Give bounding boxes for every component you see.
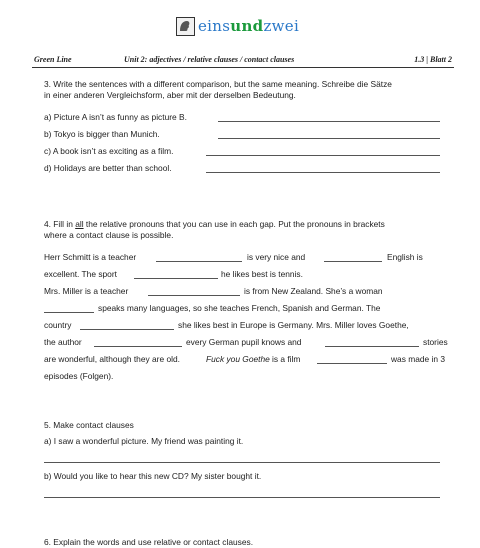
ex4-gap-8[interactable]	[325, 346, 419, 347]
ex3-item-d: d) Holidays are better than school.	[44, 163, 172, 173]
header-book-title: Green Line	[34, 55, 72, 64]
ex4-line1-a: Herr Schmitt is a teacher	[44, 252, 137, 262]
ex3-item-a: a) Picture A isn’t as funny as picture B.	[44, 112, 187, 122]
ex4-line7-a: are wonderful, although they are old.	[44, 354, 180, 364]
header-unit-title: Unit 2: adjectives / relative clauses / contact clauses	[124, 55, 295, 64]
ex4-gap-9[interactable]	[317, 363, 387, 364]
ex5-title: 5. Make contact clauses	[44, 420, 134, 430]
ex4-line6-a: the author	[44, 337, 82, 347]
ex4-film-title: Fuck you Goethe	[206, 354, 270, 364]
ex3-answer-b[interactable]	[218, 138, 440, 139]
ex3-title-line2: in einer anderen Vergleichsform, aber mit der derselben Bedeutung.	[44, 90, 296, 100]
ex4-line6-b: every German pupil knows and	[186, 337, 302, 347]
logo-face-icon	[176, 17, 195, 36]
ex4-gap-2[interactable]	[324, 261, 382, 262]
ex4-gap-1[interactable]	[156, 261, 242, 262]
ex3-answer-c[interactable]	[206, 155, 440, 156]
ex4-line2-a: excellent. The sport	[44, 269, 117, 279]
ex3-item-b: b) Tokyo is bigger than Munich.	[44, 129, 160, 139]
ex4-line6-c: stories	[423, 337, 448, 347]
ex4-gap-6[interactable]	[80, 329, 174, 330]
ex4-gap-7[interactable]	[94, 346, 182, 347]
ex4-title-line1: 4. Fill in all the relative pronouns that you can use in each gap. Put the pronouns in brackets	[44, 219, 385, 229]
ex4-line1-b: is very nice and	[247, 252, 306, 262]
ex4-line4-a: speaks many languages, so she teaches French, Spanish and German. The	[98, 303, 381, 313]
ex4-line8-a: episodes (Folgen).	[44, 371, 114, 381]
ex5-item-a: a) I saw a wonderful picture. My friend was painting it.	[44, 436, 244, 446]
ex3-answer-a[interactable]	[218, 121, 440, 122]
ex4-line3-a: Mrs. Miller is a teacher	[44, 286, 129, 296]
ex4-title-line2: where a contact clause is possible.	[44, 230, 174, 240]
ex5-answer-a[interactable]	[44, 462, 440, 463]
ex3-answer-d[interactable]	[206, 172, 440, 173]
ex4-line2-b: he likes best is tennis.	[221, 269, 303, 279]
ex4-gap-4[interactable]	[148, 295, 240, 296]
header-sheet-number: 1.3 | Blatt 2	[414, 55, 452, 64]
ex6-title: 6. Explain the words and use relative or contact clauses.	[44, 537, 254, 547]
ex4-title-emphasis: all	[75, 219, 84, 229]
ex5-answer-b[interactable]	[44, 497, 440, 498]
ex4-line5-b: she likes best in Europe is Germany. Mrs. Miller loves Goethe,	[178, 320, 409, 330]
logo-wordmark: einsundzwei	[198, 17, 300, 35]
ex4-line5-a: country	[44, 320, 72, 330]
ex4-line1-c: English is	[387, 252, 423, 262]
eins-und-zwei-logo	[176, 14, 299, 38]
ex4-gap-5[interactable]	[44, 312, 94, 313]
ex4-line7-c: is a film	[272, 354, 301, 364]
ex4-line7-d: was made in 3	[391, 354, 445, 364]
ex4-gap-3[interactable]	[134, 278, 218, 279]
ex4-line3-b: is from New Zealand. She’s a woman	[244, 286, 383, 296]
ex5-item-b: b) Would you like to hear this new CD? My sister bought it.	[44, 471, 262, 481]
ex3-item-c: c) A book isn’t as exciting as a film.	[44, 146, 174, 156]
worksheet-header	[32, 53, 454, 68]
ex3-title-line1: 3. Write the sentences with a different comparison, but the same meaning. Schreibe die Sätze	[44, 79, 392, 89]
